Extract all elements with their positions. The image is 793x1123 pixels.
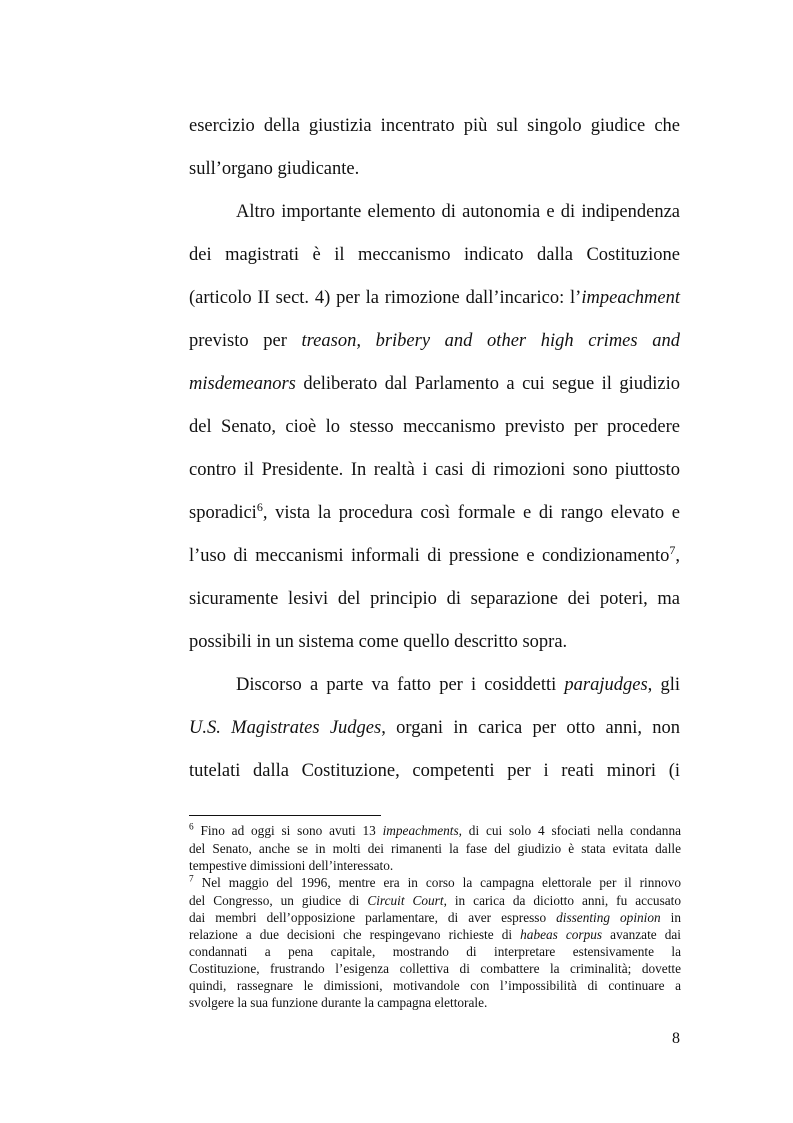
- footnote-ref[interactable]: 7: [669, 542, 676, 557]
- text-run: possibili in un sistema come quello descritto sopra.: [189, 632, 568, 652]
- footnote-line: [189, 978, 681, 993]
- italic-term: impeachments: [382, 823, 459, 838]
- body-line: [189, 158, 680, 180]
- body-line: [189, 416, 680, 438]
- text-run: Costituzione, frustrando l’esigenza collettiva di combattere la criminalità; dovette: [189, 961, 681, 976]
- body-line: [189, 717, 680, 739]
- text-run: , in carica da diciotto anni, fu accusato: [443, 893, 682, 908]
- body-line: [189, 244, 680, 266]
- footnote-line: [189, 858, 681, 873]
- body-line: [189, 542, 680, 567]
- footnote-line: [189, 910, 681, 925]
- footnote-line: [189, 841, 681, 856]
- footnote-line: [189, 944, 681, 959]
- footnote-number: 7: [189, 874, 194, 885]
- footnote-line: [189, 995, 681, 1010]
- footnote-line: [189, 927, 681, 942]
- text-run: Discorso a parte va fatto per i cosiddetti: [236, 675, 565, 695]
- text-run: Nel maggio del 1996, mentre era in corso la campagna elettorale per il rinnovo: [193, 875, 681, 890]
- body-line: [189, 115, 680, 137]
- text-run: svolgere la sua funzione durante la campagna elettorale.: [189, 995, 488, 1010]
- body-line: [189, 631, 680, 653]
- text-run: sull’organo giudicante.: [189, 159, 360, 179]
- body-line: [189, 760, 680, 782]
- footnote-ref[interactable]: 6: [256, 499, 263, 514]
- text-run: avanzate dai: [602, 927, 681, 942]
- text-run: , gli: [647, 675, 681, 695]
- footnote-line: [189, 875, 681, 890]
- italic-term: treason, bribery and other high crimes and: [301, 331, 680, 351]
- text-run: esercizio della giustizia incentrato più sul singolo giudice che: [189, 116, 680, 136]
- footnote-line: [189, 961, 681, 976]
- text-run: dei magistrati è il meccanismo indicato dalla Costituzione: [189, 245, 680, 265]
- body-line: [189, 459, 680, 481]
- italic-term: habeas corpus: [520, 927, 603, 942]
- text-run: relazione a due decisioni che respingevano richieste di: [189, 927, 521, 942]
- text-run: tutelati dalla Costituzione, competenti per i reati minori (i: [189, 761, 680, 781]
- footnote-number: 6: [189, 822, 194, 833]
- page-number: 8: [672, 1030, 680, 1047]
- italic-term: U.S. Magistrates Judges: [189, 718, 382, 738]
- text-run: , di cui solo 4 sfociati nella condanna: [458, 823, 681, 838]
- italic-term: dissenting opinion: [556, 910, 661, 925]
- text-run: dai membri dell’opposizione parlamentare, di aver espresso: [189, 910, 557, 925]
- italic-term: parajudges: [564, 675, 648, 695]
- footnote-separator: [189, 815, 381, 816]
- italic-term: Circuit Court: [367, 893, 444, 908]
- text-run: Altro importante elemento di autonomia e di indipendenza: [236, 202, 680, 222]
- text-run: deliberato dal Parlamento a cui segue il giudizio: [295, 374, 680, 394]
- body-line: [236, 201, 680, 223]
- italic-term: misdemeanors: [189, 374, 296, 394]
- text-run: del Senato, anche se in molti dei rimanenti la fase del giudizio è stata evitata dalle: [189, 841, 681, 856]
- text-run: previsto per: [189, 331, 302, 351]
- body-line: [236, 674, 680, 696]
- text-run: quindi, rassegnare le dimissioni, motivandole con l’impossibilità di continuare a: [189, 978, 681, 993]
- footnote-line: [189, 893, 681, 908]
- italic-term: impeachment: [581, 288, 680, 308]
- text-run: , vista la procedura così formale e di rango elevato e: [262, 503, 680, 523]
- text-run: sicuramente lesivi del principio di separazione dei poteri, ma: [189, 589, 680, 609]
- text-run: in: [660, 910, 681, 925]
- footnote-line: [189, 823, 681, 838]
- body-line: [189, 588, 680, 610]
- text-run: del Congresso, un giudice di: [189, 893, 368, 908]
- text-run: Fino ad oggi si sono avuti 13: [193, 823, 383, 838]
- text-run: l’uso di meccanismi informali di pressione e condizionamento: [189, 546, 670, 566]
- text-run: ,: [675, 546, 680, 566]
- text-run: sporadici: [189, 503, 257, 523]
- text-run: tempestive dimissioni dell’interessato.: [189, 858, 394, 873]
- body-line: [189, 499, 680, 524]
- body-line: [189, 287, 680, 309]
- text-run: (articolo II sect. 4) per la rimozione dall’incarico: l’: [189, 288, 582, 308]
- text-run: del Senato, cioè lo stesso meccanismo previsto per procedere: [189, 417, 680, 437]
- body-line: [189, 330, 680, 352]
- text-run: contro il Presidente. In realtà i casi di rimozioni sono piuttosto: [189, 460, 680, 480]
- text-run: , organi in carica per otto anni, non: [381, 718, 681, 738]
- body-line: [189, 373, 680, 395]
- text-run: condannati a pena capitale, mostrando di interpretare estensivamente la: [189, 944, 681, 959]
